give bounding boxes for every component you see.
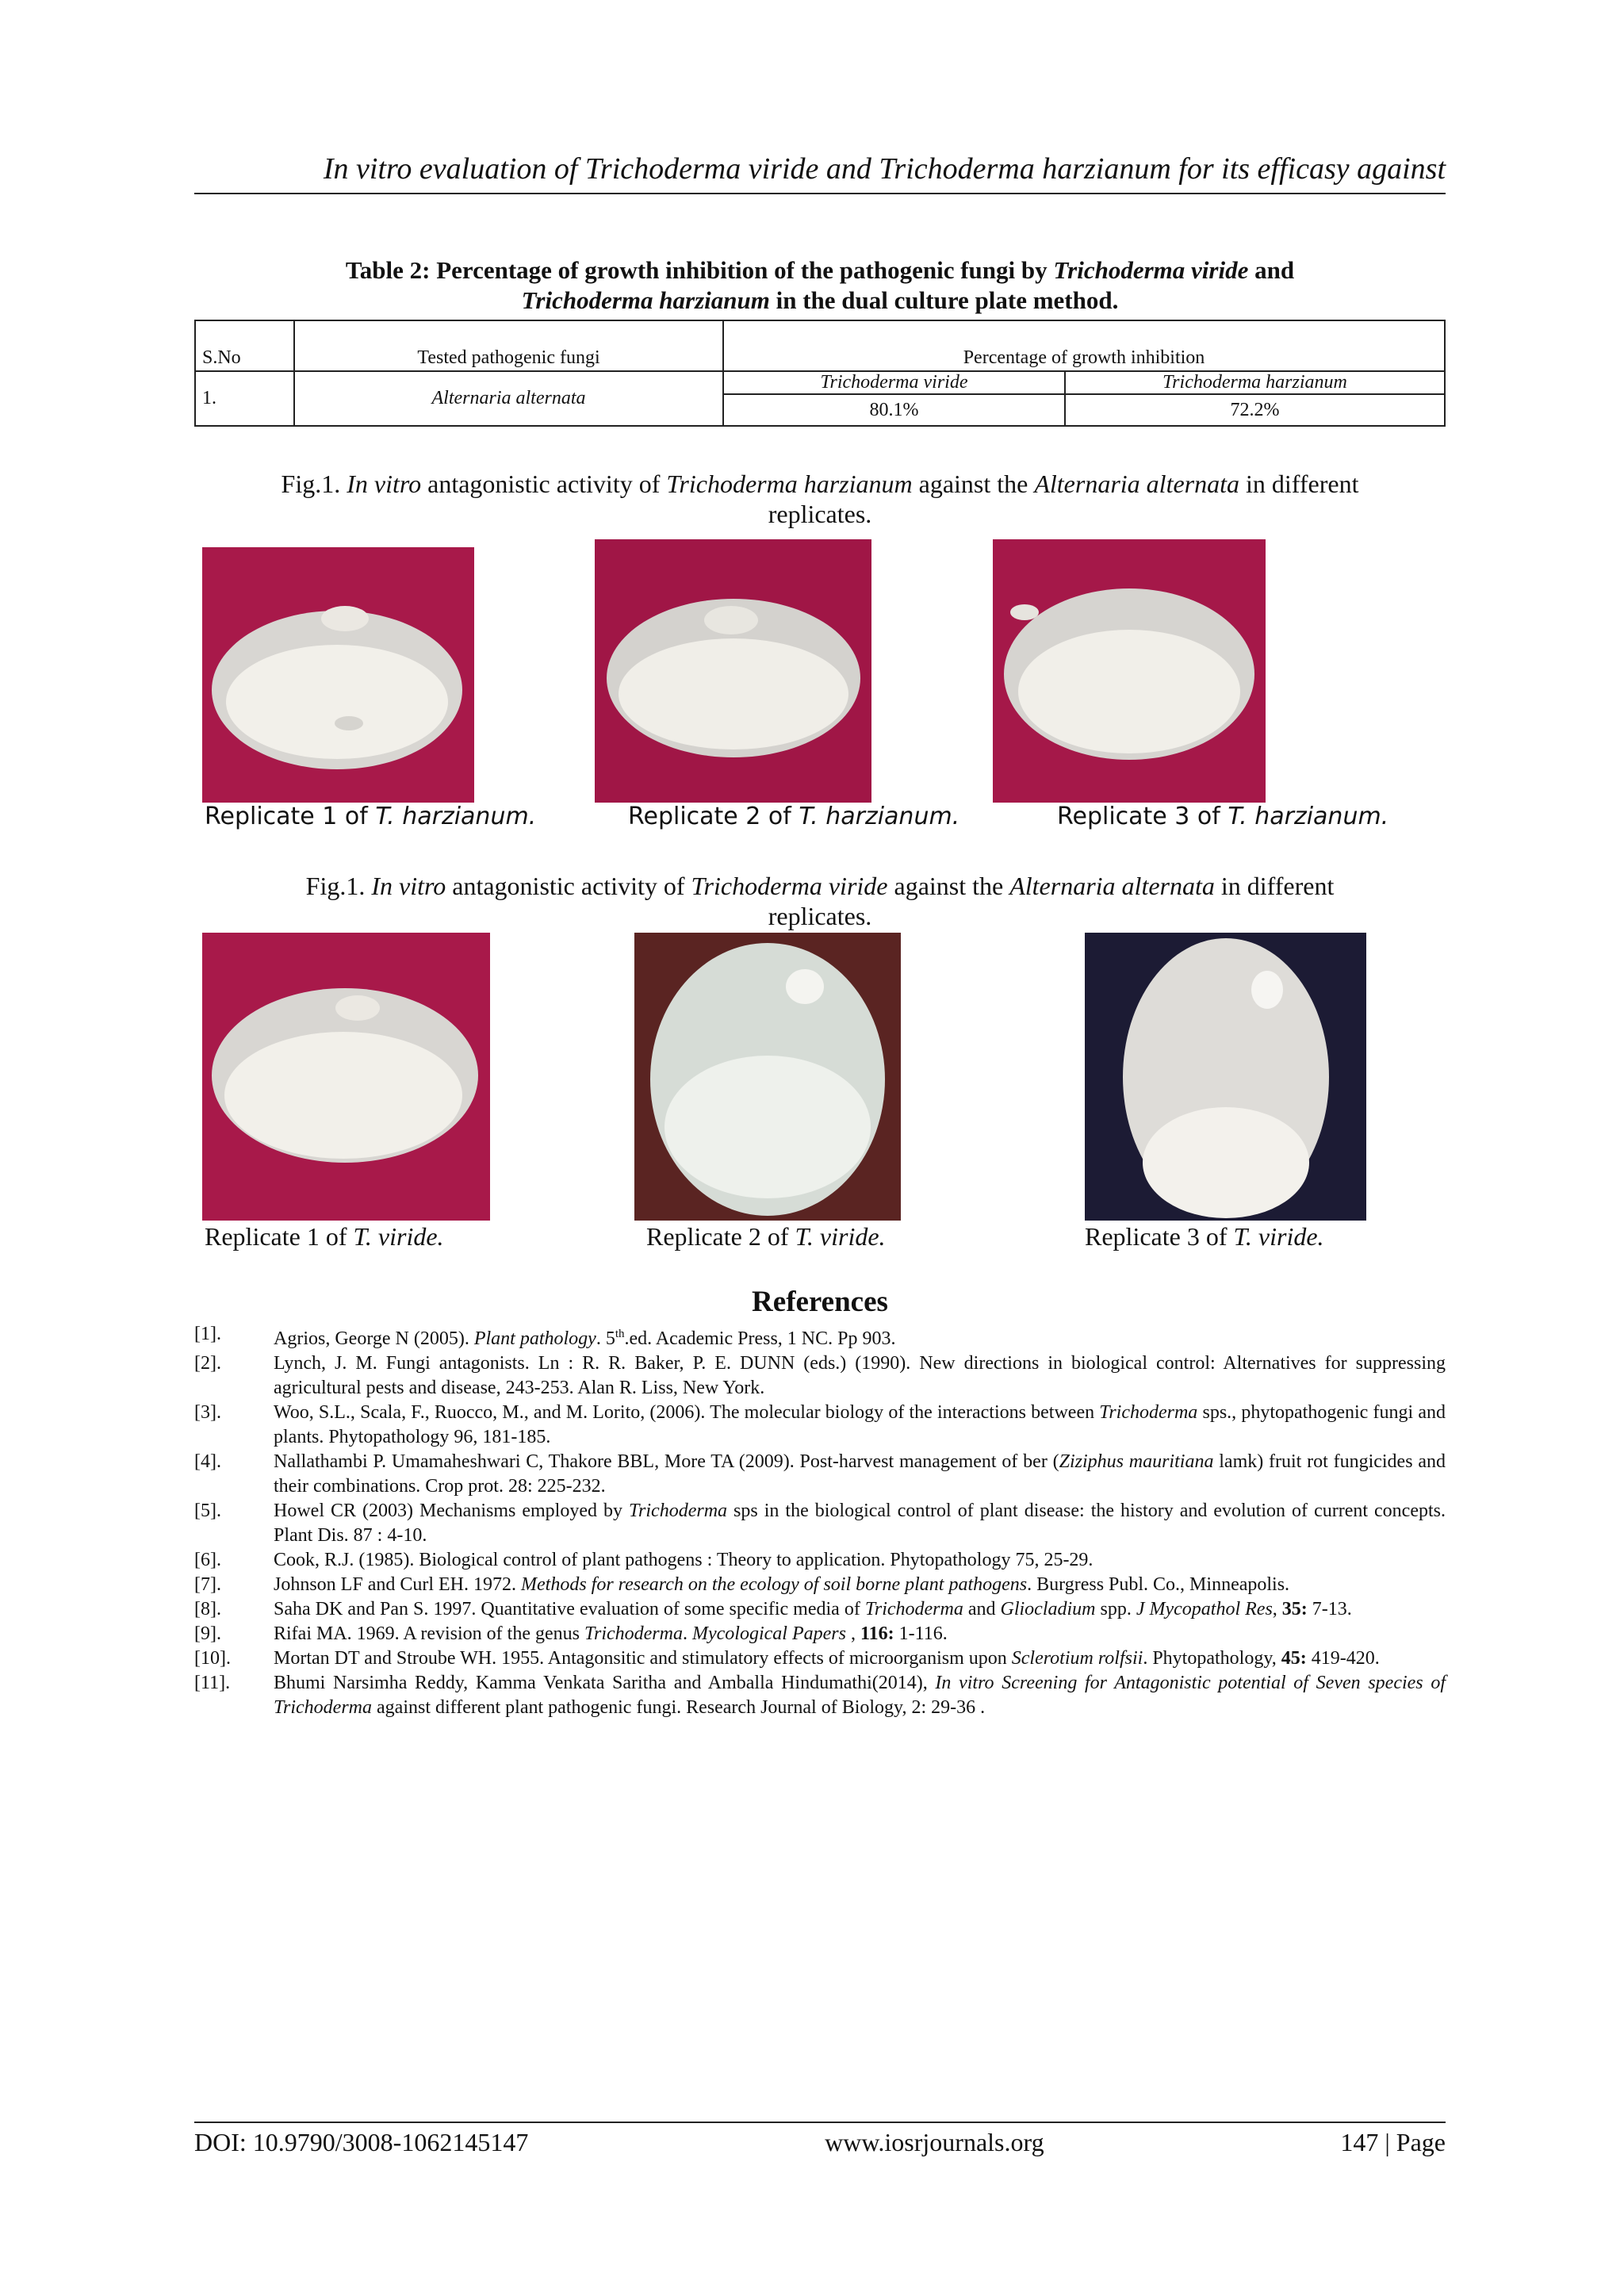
reference-fragment: . Phytopathology, [1143, 1648, 1281, 1669]
label-species: T. harzianum. [375, 803, 537, 830]
reference-number: [11]. [194, 1673, 231, 1693]
cell-viride-value: 80.1% [723, 394, 1065, 426]
reference-list [194, 1322, 1446, 1720]
reference-fragment: , [845, 1623, 860, 1644]
label-species: T. viride. [795, 1222, 886, 1251]
table-caption-and: and [1248, 256, 1295, 284]
reference-item [194, 1450, 1446, 1499]
label-prefix: Replicate 1 of [205, 1222, 354, 1251]
reference-fragment: lamk) fruit rot fungicides and their combinations. Crop prot. 28: 225-232. [274, 1451, 1446, 1497]
reference-item [194, 1573, 1446, 1597]
label-species: T. harzianum. [799, 803, 960, 830]
photo-viride-rep1 [202, 933, 490, 1221]
reference-number: [4]. [194, 1451, 221, 1472]
reference-fragment: Mycological Papers [691, 1623, 846, 1644]
reference-item [194, 1351, 1446, 1401]
fig2-mid1: antagonistic activity of [446, 872, 691, 900]
reference-fragment: 7-13. [1307, 1599, 1352, 1619]
label-prefix: Replicate 2 of [646, 1222, 795, 1251]
reference-fragment: . Burgress Publ. Co., Minneapolis. [1027, 1574, 1290, 1595]
reference-fragment: 419-420. [1306, 1648, 1380, 1669]
header-fungi: Tested pathogenic fungi [294, 320, 723, 371]
inhibition-table [194, 320, 1446, 427]
reference-fragment: Methods for research on the ecology of soil borne plant pathogens [521, 1574, 1028, 1595]
label-species: T. viride. [1233, 1222, 1324, 1251]
fig1-mid2: against the [912, 470, 1035, 498]
reference-fragment: . [682, 1623, 692, 1644]
reference-text [274, 1646, 1446, 1671]
reference-number: [1]. [194, 1324, 221, 1344]
reference-item [194, 1499, 1446, 1548]
label-species: T. viride. [353, 1222, 444, 1251]
footer-page: 147 | Page [1340, 2128, 1446, 2156]
fig2-pathogen: Alternaria alternata [1009, 872, 1215, 900]
fig2-mid3: in different [1214, 872, 1335, 900]
reference-fragment: Cook, R.J. (1985). Biological control of plant pathogens : Theory to application. Phytopathology 75, 25-29. [274, 1550, 1094, 1570]
photo-harzianum-rep1 [202, 547, 474, 803]
reference-text [274, 1671, 1446, 1720]
photo-viride-rep2 [634, 933, 901, 1221]
reference-item [194, 1622, 1446, 1646]
reference-item [194, 1548, 1446, 1573]
reference-fragment: Rifai MA. 1969. A revision of the genus [274, 1623, 584, 1644]
figure2-caption [194, 871, 1446, 931]
label-prefix: Replicate 1 of [205, 803, 376, 830]
reference-fragment: sps., phytopathogenic fungi and plants. Phytopathology 96, 181-185. [274, 1402, 1446, 1447]
reference-fragment: Plant pathology [473, 1328, 596, 1349]
fig2-prefix: Fig.1. [305, 872, 372, 900]
label-harzianum-rep2 [628, 803, 959, 830]
reference-fragment: Trichoderma [1099, 1402, 1198, 1423]
header-percentage: Percentage of growth inhibition [723, 320, 1445, 371]
reference-item [194, 1597, 1446, 1622]
fig1-prefix: Fig.1. [281, 470, 347, 498]
label-prefix: Replicate 3 of [1057, 803, 1228, 830]
reference-fragment: Mortan DT and Stroube WH. 1955. Antagonsitic and stimulatory effects of microorganism upon [274, 1648, 1012, 1669]
reference-text [274, 1351, 1446, 1401]
reference-number: [8]. [194, 1599, 221, 1619]
reference-number: [10]. [194, 1648, 231, 1669]
label-harzianum-rep3 [1057, 803, 1388, 830]
table-caption-text-end: in the dual culture plate method. [769, 286, 1119, 314]
reference-fragment: and [963, 1599, 1001, 1619]
photo-harzianum-rep3 [993, 539, 1266, 803]
subheader-viride: Trichoderma viride [723, 371, 1065, 394]
fig2-species: Trichoderma viride [691, 872, 888, 900]
fig1-line2: replicates. [768, 500, 872, 528]
reference-fragment: 116: [860, 1623, 894, 1644]
header-sno: S.No [195, 320, 294, 371]
fig2-invitro: In vitro [371, 872, 446, 900]
reference-fragment: Woo, S.L., Scala, F., Ruocco, M., and M. Lorito, (2006). The molecular biology of the interactions between [274, 1402, 1100, 1423]
reference-item [194, 1671, 1446, 1720]
reference-fragment: Howel CR (2003) Mechanisms employed by [274, 1501, 630, 1521]
label-prefix: Replicate 3 of [1085, 1222, 1234, 1251]
table-caption [194, 255, 1446, 316]
reference-number: [5]. [194, 1501, 221, 1521]
reference-fragment: Ziziphus mauritiana [1059, 1451, 1214, 1472]
footer [194, 2128, 1446, 2157]
footer-site: www.iosrjournals.org [825, 2128, 1044, 2156]
footer-rule [194, 2122, 1446, 2123]
label-viride-rep1 [205, 1222, 444, 1251]
photo-viride-rep3 [1085, 933, 1366, 1221]
reference-fragment: Sclerotium rolfsii [1011, 1648, 1143, 1669]
reference-fragment: Lynch, J. M. Fungi antagonists. Ln : R. R. Baker, P. E. DUNN (eds.) (1990). New directions in biological control: Alternatives for suppressing agricultural pests and disease, 243-253. Alan R. Liss, New York. [274, 1353, 1446, 1398]
reference-fragment: sps in the biological control of plant disease: the history and evolution of current concepts. Plant Dis. 87 : 4-10. [274, 1501, 1446, 1546]
reference-fragment: Agrios, George N (2005). [274, 1328, 474, 1349]
reference-fragment: Johnson LF and Curl EH. 1972. [274, 1574, 521, 1595]
reference-fragment: 35: [1281, 1599, 1308, 1619]
header-rule [194, 193, 1446, 194]
table-caption-text: Table 2: Percentage of growth inhibition of the pathogenic fungi by [345, 256, 1054, 284]
label-prefix: Replicate 2 of [628, 803, 799, 830]
reference-fragment: Nallathambi P. Umamaheshwari C, Thakore BBL, More TA (2009). Post-harvest management of ber ( [274, 1451, 1059, 1472]
references-heading: References [752, 1286, 888, 1318]
table-caption-species-harzianum: Trichoderma harzianum [521, 286, 770, 314]
reference-fragment: , [1272, 1599, 1282, 1619]
reference-number: [9]. [194, 1623, 221, 1644]
reference-text [274, 1450, 1446, 1499]
reference-text [274, 1622, 1446, 1646]
fig1-pathogen: Alternaria alternata [1034, 470, 1239, 498]
reference-fragment: J Mycopathol Res [1136, 1599, 1273, 1619]
label-species: T. harzianum. [1228, 803, 1389, 830]
fig2-mid2: against the [887, 872, 1010, 900]
cell-harzianum-value: 72.2% [1065, 394, 1445, 426]
reference-item [194, 1401, 1446, 1450]
photo-harzianum-rep2 [595, 539, 871, 803]
label-viride-rep3 [1085, 1222, 1324, 1251]
reference-fragment: Trichoderma [629, 1501, 728, 1521]
reference-fragment: 45: [1281, 1648, 1307, 1669]
fig1-mid3: in different [1239, 470, 1359, 498]
reference-fragment: . 5 [596, 1328, 615, 1349]
reference-fragment: 1-116. [894, 1623, 948, 1644]
reference-fragment: Trichoderma [864, 1599, 963, 1619]
cell-sno: 1. [195, 371, 294, 426]
fig2-line2: replicates. [768, 902, 872, 930]
fig1-invitro: In vitro [347, 470, 422, 498]
reference-text [274, 1573, 1446, 1597]
reference-number: [3]. [194, 1402, 221, 1423]
reference-text [274, 1322, 1446, 1351]
table-caption-species-viride: Trichoderma viride [1053, 256, 1249, 284]
reference-fragment: Gliocladium [1000, 1599, 1096, 1619]
reference-text [274, 1499, 1446, 1548]
subheader-harzianum: Trichoderma harzianum [1065, 371, 1445, 394]
reference-number: [6]. [194, 1550, 221, 1570]
reference-fragment: Bhumi Narsimha Reddy, Kamma Venkata Saritha and Amballa Hindumathi(2014), [274, 1673, 936, 1693]
fig1-mid1: antagonistic activity of [421, 470, 667, 498]
footer-doi: DOI: 10.9790/3008-1062145147 [194, 2128, 529, 2156]
reference-fragment: spp. [1095, 1599, 1136, 1619]
running-header: In vitro evaluation of Trichoderma viride and Trichoderma harzianum for its efficasy against [323, 152, 1446, 186]
reference-fragment: In vitro Screening for Antagonistic potential of Seven species of Trichoderma [274, 1673, 1446, 1718]
reference-fragment: Trichoderma [584, 1623, 683, 1644]
reference-text [274, 1597, 1446, 1622]
reference-number: [7]. [194, 1574, 221, 1595]
reference-number: [2]. [194, 1353, 221, 1374]
reference-text [274, 1548, 1446, 1573]
label-viride-rep2 [646, 1222, 886, 1251]
cell-fungus: Alternaria alternata [294, 371, 723, 426]
reference-fragment: .ed. Academic Press, 1 NC. Pp 903. [624, 1328, 896, 1349]
reference-item [194, 1646, 1446, 1671]
reference-fragment: Saha DK and Pan S. 1997. Quantitative evaluation of some specific media of [274, 1599, 865, 1619]
figure1-caption [194, 469, 1446, 529]
reference-fragment: against different plant pathogenic fungi. Research Journal of Biology, 2: 29-36 . [372, 1697, 986, 1718]
fig1-species: Trichoderma harzianum [666, 470, 913, 498]
reference-fragment: th [615, 1328, 625, 1340]
reference-text [274, 1401, 1446, 1450]
label-harzianum-rep1 [205, 803, 536, 830]
reference-item [194, 1322, 1446, 1351]
